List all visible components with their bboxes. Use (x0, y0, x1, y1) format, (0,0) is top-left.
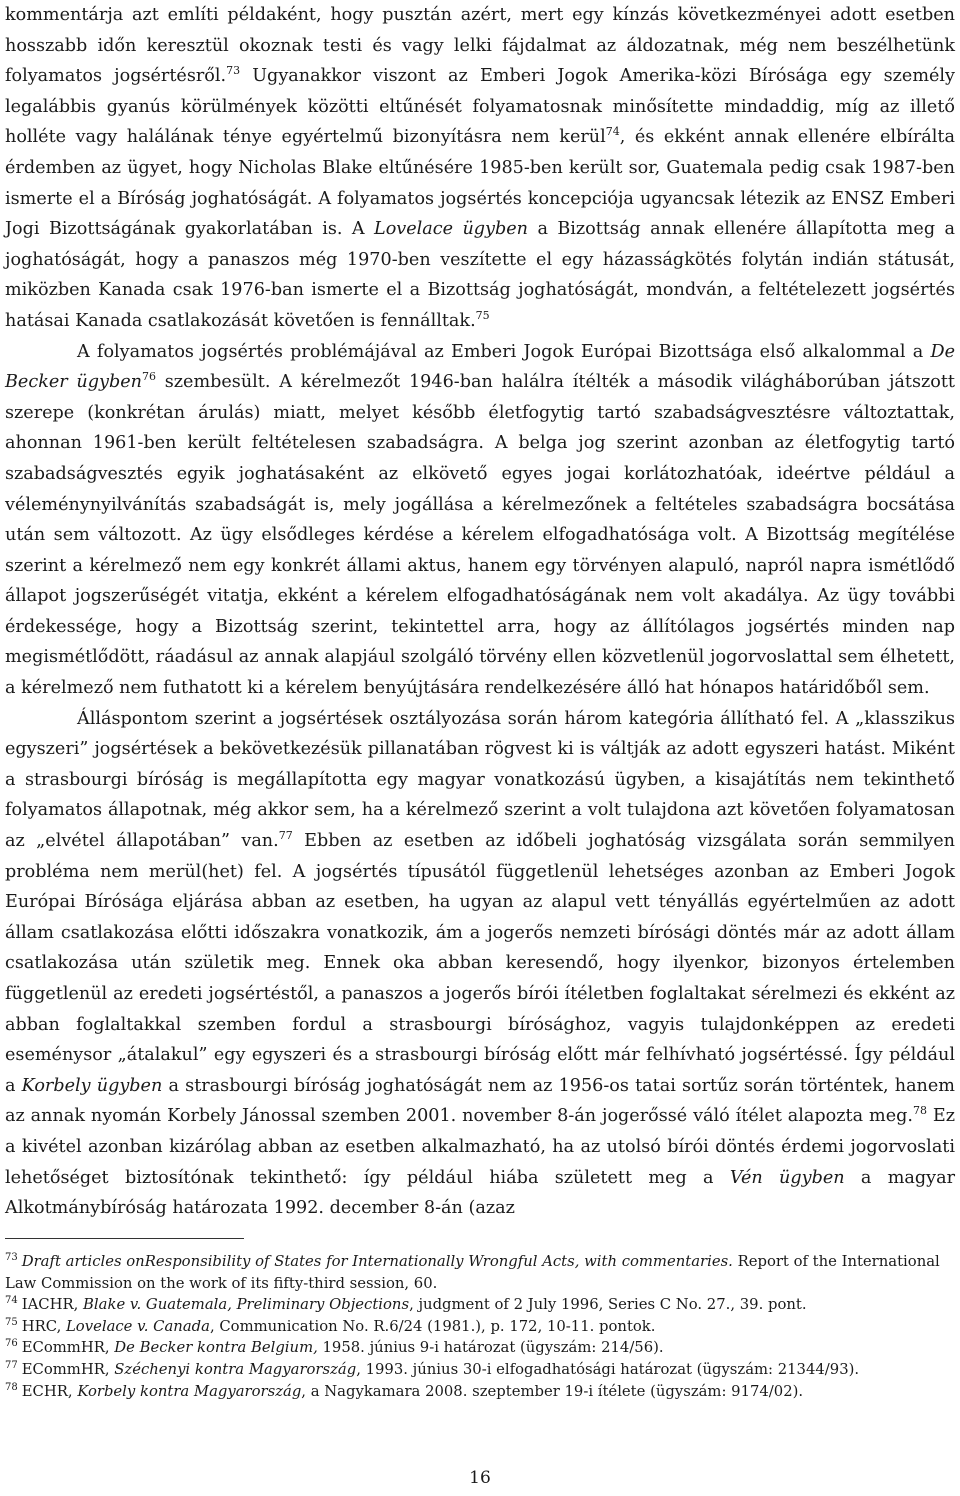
case-name-lovelace: Lovelace ügyben (374, 219, 529, 240)
footnote-77 (5, 1359, 955, 1381)
footnote-text: ECommHR, (21, 1360, 115, 1378)
text-run: a strasbourgi bíróság joghatóságát nem az 1956-os tatai sortűz során történtek, hanem az annak nyomán Korbely Jánossal szemben 2001. november 8-án jogerőssé váló ítélet alapozta meg. (5, 1075, 955, 1127)
footnote-75 (5, 1316, 955, 1338)
footnote-italic-text: De Becker kontra Belgium, (114, 1339, 318, 1357)
footnote-76 (5, 1337, 955, 1359)
footnote-73 (5, 1251, 955, 1294)
footnote-italic-text: Korbely kontra Magyarország (77, 1382, 302, 1400)
text-run: a Bizottság annak ellenére állapította meg a joghatóságát, hogy a panaszos még 1970-ben veszítette el egy házasságkötés folytán indián státusát, miközben Kanada csak 1976-ban ismerte el a Bizottság joghatóságát, mondván, a feltételezett jogsértés hatásai Kanada csatlakozását követően is fennálltak. (5, 219, 956, 331)
footnote-text: ECHR, (21, 1382, 78, 1400)
footnote-ref-74[interactable]: 74 (605, 125, 620, 139)
footnote-separator (5, 1238, 244, 1239)
footnote-italic-text: Széchenyi kontra Magyarország (114, 1360, 357, 1378)
body-text (5, 0, 955, 1224)
footnote-text: , a Nagykamara 2008. szeptember 19-i ítélete (ügyszám: 9174/02). (301, 1382, 804, 1400)
footnote-ref-78[interactable]: 78 (912, 1104, 927, 1118)
paragraph-1 (5, 0, 955, 337)
footnote-text: , 1993. június 30-i elfogadhatósági határozat (ügyszám: 21344/93). (356, 1360, 860, 1378)
text-run: Ez a kivétel azonban kizárólag abban az esetben alkalmazható, ha az utolsó bírói döntés érdemi jogorvoslati lehetőséget biztosítónak tekinthető: így például hiába született meg a (5, 1106, 955, 1188)
footnote-ref-73[interactable]: 73 (226, 64, 241, 78)
footnote-ref-76[interactable]: 76 (141, 370, 156, 384)
footnote-number: 77 (5, 1360, 18, 1372)
footnote-text: 1958. június 9-i határozat (ügyszám: 214/56). (317, 1339, 664, 1357)
text-run: , és ekként annak ellenére elbírálta érdemben az ügyet, hogy Nicholas Blake eltűnésére 1985-ben került sor, Guatemala pedig csak 1987-ben ismerte el a Bíróság joghatóságát. A folyamatos jogsértés koncepciója ugyancsak létezik az ENSZ Emberi Jogi Bizottságának gyakorlatában is. A (5, 127, 955, 240)
footnote-number: 75 (5, 1316, 18, 1328)
footnote-ref-75[interactable]: 75 (475, 309, 490, 323)
text-run: Álláspontom szerint a jogsértések osztályozása során három kategória állítható fel. A „klasszikus egyszeri” jogsértések a bekövetkezésük pillanatában rögvest ki is váltják az adott egyszeri hatást. Miként a strasbourgi bíróság is megállapította egy magyar vonatkozású ügyben, a kisajátítás nem tekinthető folyamatos állapotnak, még akkor sem, ha a kérelmező szerint a volt tulajdona azt követően folyamatosan az „elvétel állapotában” van. (5, 708, 955, 852)
footnote-italic-text: Draft articles onResponsibility of States for Internationally Wrongful Acts, with commentaries. (21, 1253, 733, 1270)
footnote-text: HRC, (21, 1317, 66, 1335)
text-run: Ugyanakkor viszont az Emberi Jogok Amerika-közi Bírósága egy személy legalábbis gyanús körülmények közötti eltűnését folyamatosnak minősítette mindaddig, míg az illető holléte vagy halálának ténye egyértelmű bizonyításra nem kerül (5, 66, 955, 148)
text-run: Ebben az esetben az időbeli joghatóság vizsgálata során semmilyen probléma nem merül(het) fel. A jogsértés típusától függetlenül lehetséges azonban az Emberi Jogok Európai Bírósága eljárása abban az esetben, ha ugyan az alapul vett tényállás egyértelműen az adott állam csatlakozása előtti időszakra vonatkozik, ám a jogerős nemzeti bírósági döntés már az adott állam csatlakozása után születik meg. Ennek oka abban keresendő, hogy ilyenkor, bizonyos értelemben függetlenül az eredeti jogsértéstől, a panaszos a jogerős bírói ítéletben foglaltakat sérelmezi és ekként az abban foglaltakkal szemben fordul a strasbourgi bírósághoz, vagyis tulajdonképpen az eredeti eseménysor „átalakul” egy egyszeri és a strasbourgi bíróság előtt már felhívható jogsértéssé. Így például a (5, 831, 955, 1096)
text-run: a magyar Alkotmánybíróság határozata 1992. december 8-án (azaz (5, 1167, 955, 1219)
footnote-text: , judgment of 2 July 1996, Series C No. 27., 39. pont. (409, 1296, 807, 1314)
footnote-text: Report of the International Law Commission on the work of its fifty-third session, 60. (5, 1253, 940, 1292)
footnote-ref-77[interactable]: 77 (278, 829, 293, 843)
footnote-74 (5, 1294, 955, 1316)
footnote-text: , Communication No. R.6/24 (1981.), p. 172, 10-11. pontok. (209, 1317, 656, 1335)
text-run: kommentárja azt említi példaként, hogy pusztán azért, mert egy kínzás következményei adott esetben hosszabb időn keresztül okoznak testi és vagy lelki fájdalmat az áldozatnak, még nem beszélhetünk folyamatos jogsértésről. (5, 5, 955, 87)
footnote-italic-text: Lovelace v. Canada (65, 1317, 210, 1335)
case-name-ven: Vén ügyben (729, 1167, 845, 1188)
footnote-text: ECommHR, (21, 1339, 115, 1357)
case-name-de-becker: De Becker ügyben (5, 341, 955, 393)
footnote-number: 76 (5, 1338, 18, 1350)
paragraph-2 (5, 337, 955, 704)
footnote-78 (5, 1381, 955, 1403)
page-number: 16 (469, 1468, 491, 1488)
text-run: A folyamatos jogsértés problémájával az Emberi Jogok Európai Bizottsága első alkalommal a (77, 341, 931, 362)
paragraph-3 (5, 704, 955, 1224)
footnote-number: 73 (5, 1252, 18, 1264)
case-name-korbely: Korbely ügyben (21, 1075, 163, 1096)
footnote-italic-text: Blake v. Guatemala, Preliminary Objections (83, 1296, 410, 1314)
footnote-number: 74 (5, 1295, 18, 1307)
footnote-number: 78 (5, 1381, 18, 1393)
footnote-text: IACHR, (21, 1296, 84, 1314)
footnotes (5, 1251, 955, 1402)
text-run: szembesült. A kérelmezőt 1946-ban halálra ítélték a második világháborúban játszott szerepe (konkrétan árulás) miatt, melyet később életfogytig tartó szabadságvesztésre változtattak, ahonnan 1961-ben került feltételesen szabadságra. A belga jog szerint azonban az életfogytig tartó szabadságvesztés egyik joghatásaként az elkövető egyes jogai korlátozhatóak, ideértve például a véleménynyilvánítás szabadságát is, mely jogállása a kérelmezőnek a feltételes szabadságra bocsátása után sem változott. Az ügy elsődleges kérdése a kérelem elfogadhatósága volt. A Bizottság megítélése szerint a kérelmező nem egy konkrét állami aktus, hanem egy törvényen alapuló, napról napra ismétlődő állapot jogszerűségét vitatja, ekként a kérelem elfogadhatóságának nem volt akadálya. Az ügy további érdekessége, hogy a Bizottság szerint, tekintettel arra, hogy az állítólagos jogsértés minden nap megismétlődött, ráadásul az annak alapjául szolgáló törvény ellen közvetlenül jogorvoslattal sem élhetett, a kérelmező nem futhatott ki a kérelem benyújtására rendelkezésére álló hat hónapos határidőből sem. (5, 372, 955, 699)
